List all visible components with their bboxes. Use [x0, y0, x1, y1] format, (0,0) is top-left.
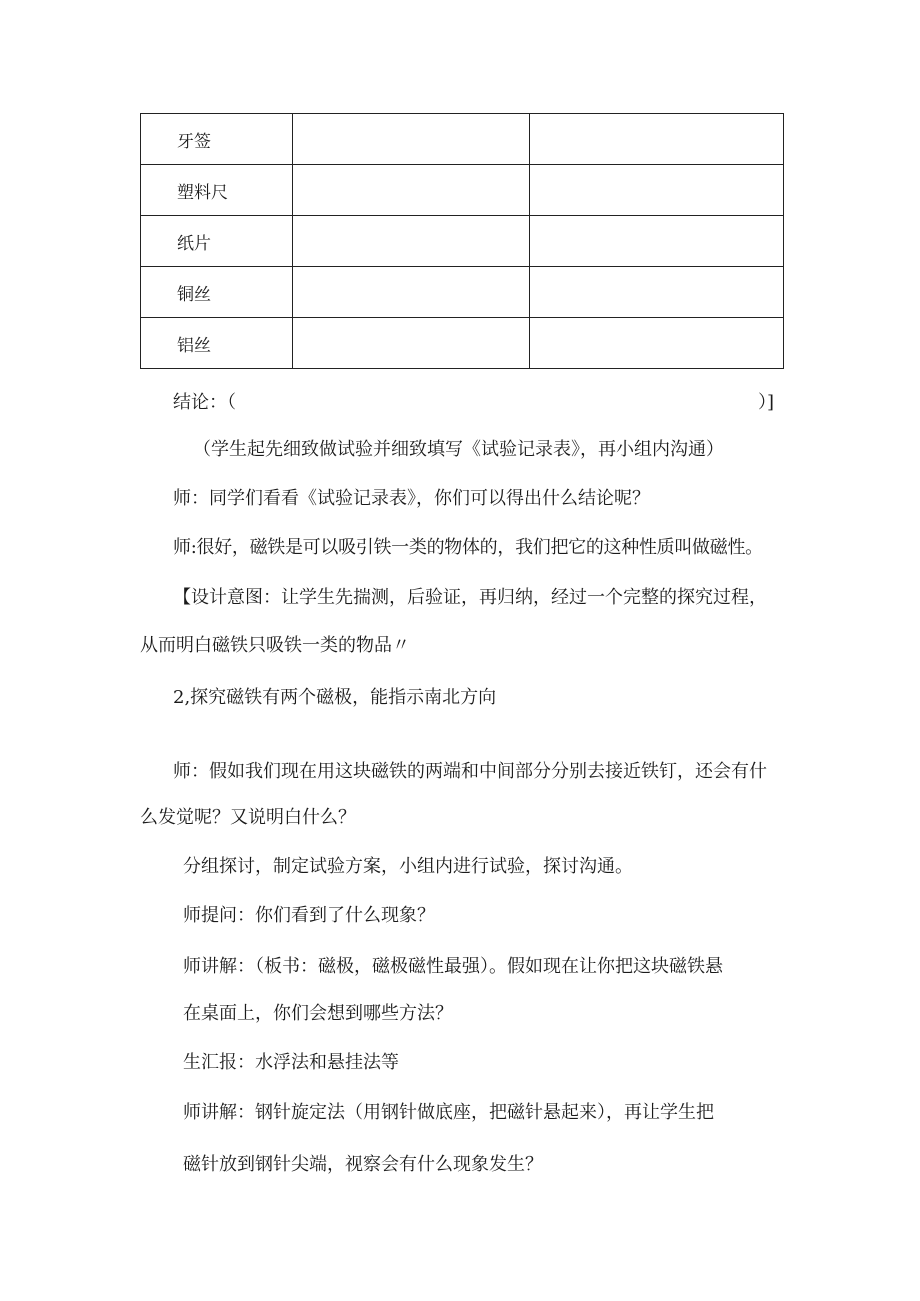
prediction-cell: [293, 318, 530, 369]
conclusion-close: ）]: [758, 392, 775, 413]
paragraph-teacher-explains-line-1: 师讲解：（板书：磁极，磁极磁性最强）。假如现在让你把这块磁铁悬: [183, 956, 723, 977]
conclusion-label: 结论：（: [173, 392, 236, 413]
result-cell: [530, 216, 784, 267]
paragraph-teacher-asks: 师提问：你们看到了什么现象？: [183, 905, 435, 926]
table-row: [141, 318, 784, 369]
paragraph-student-report: 生汇报：水浮法和悬挂法等: [183, 1052, 399, 1073]
item-cell: 塑料尺: [141, 165, 293, 216]
item-cell: 铜丝: [141, 267, 293, 318]
design-intent-line-2: 从而明白磁铁只吸铁一类的物品〃: [140, 635, 410, 656]
item-cell: 牙签: [141, 114, 293, 165]
result-cell: [530, 165, 784, 216]
experiment-record-table: [140, 113, 784, 369]
paragraph-needle-method-line-1: 师讲解：钢针旋定法（用钢针做底座，把磁针悬起来），再让学生把: [183, 1102, 714, 1123]
prediction-cell: [293, 216, 530, 267]
paragraph-needle-method-line-2: 磁针放到钢针尖端，视察会有什么现象发生？: [183, 1154, 543, 1175]
paragraph-teacher-question: 师：同学们看看《试验记录表》，你们可以得出什么结论呢？: [173, 488, 650, 509]
table-row: [141, 114, 784, 165]
prediction-cell: [293, 165, 530, 216]
result-cell: [530, 267, 784, 318]
result-cell: [530, 114, 784, 165]
paragraph-student-activity: （学生起先细致做试验并细致填写《试验记录表》，再小组内沟通）: [193, 439, 724, 460]
paragraph-teacher-prompt-line-2: 么发觉呢？又说明白什么？: [140, 807, 356, 828]
section-heading: 2,探究磁铁有两个磁极，能指示南北方向: [173, 687, 497, 708]
prediction-cell: [293, 114, 530, 165]
paragraph-teacher-explains-line-2: 在桌面上，你们会想到哪些方法？: [183, 1003, 453, 1024]
table-row: [141, 216, 784, 267]
paragraph-teacher-summary: 师:很好，磁铁是可以吸引铁一类的物体的，我们把它的这种性质叫做磁性。: [173, 537, 763, 558]
paragraph-group-discussion: 分组探讨，制定试验方案，小组内进行试验，探讨沟通。: [183, 856, 633, 877]
paragraph-teacher-prompt-line-1: 师：假如我们现在用这块磁铁的两端和中间部分分别去接近铁钉，还会有什: [173, 761, 767, 782]
table-row: [141, 267, 784, 318]
design-intent-line-1: 【设计意图：让学生先揣测，后验证，再归纳，经过一个完整的探究过程，: [173, 587, 767, 608]
item-cell: 纸片: [141, 216, 293, 267]
prediction-cell: [293, 267, 530, 318]
result-cell: [530, 318, 784, 369]
item-cell: 铝丝: [141, 318, 293, 369]
table-row: [141, 165, 784, 216]
